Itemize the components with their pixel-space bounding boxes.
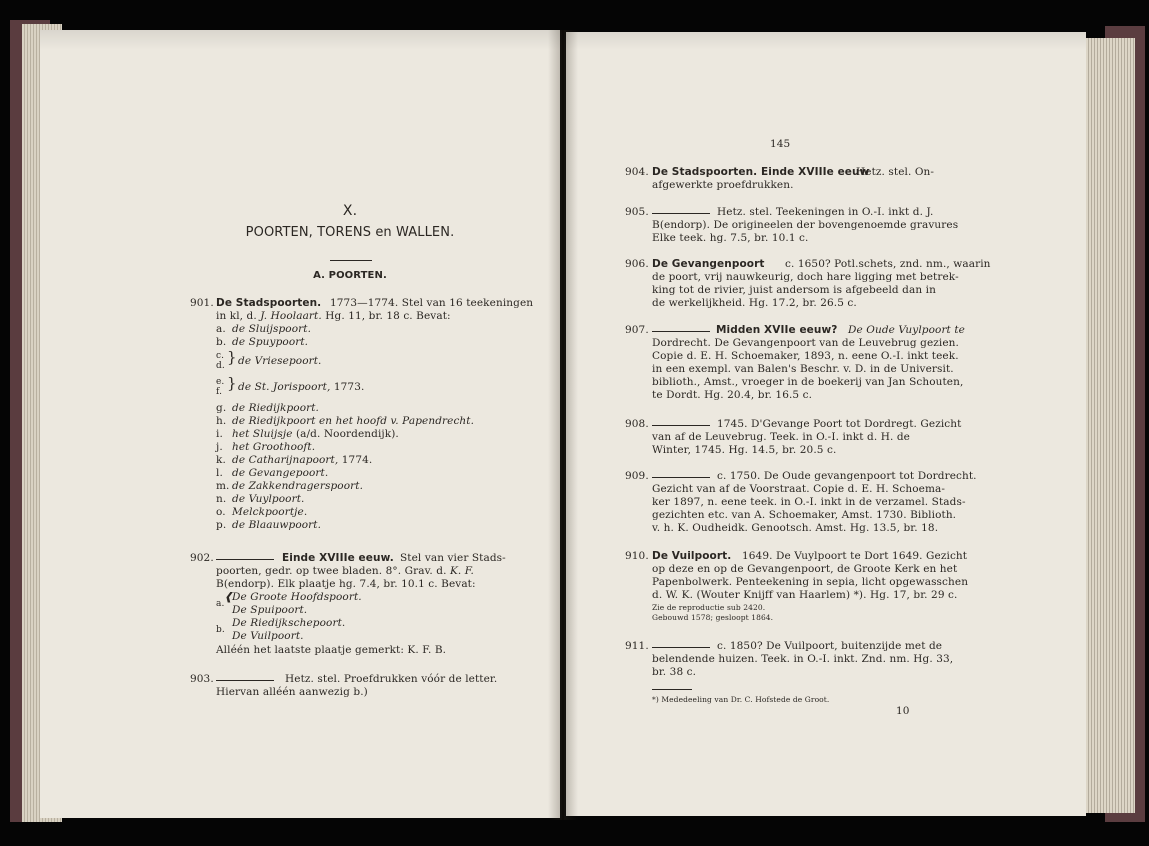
entry-text: belendende huizen. Teek. in O.-I. inkt. Znd. nm. Hg. 33, bbox=[652, 653, 954, 665]
list-label: e. bbox=[216, 377, 225, 387]
list-item-text: het Sluijsje bbox=[232, 428, 293, 440]
entry-text: 1773—1774. Stel van 16 teekeningen bbox=[330, 297, 534, 309]
list-item-note: (a/d. Noordendijk). bbox=[295, 428, 399, 440]
entry-title: De Vuilpoort. bbox=[652, 550, 732, 562]
ditto-rule bbox=[652, 647, 710, 648]
entry-note: Gebouwd 1578; gesloopt 1864. bbox=[652, 613, 774, 622]
entry-text-part: poorten, gedr. op twee bladen. 8°. Grav. d. bbox=[216, 565, 447, 577]
list-label: b. bbox=[216, 625, 225, 635]
entry-number: 902. bbox=[190, 552, 214, 564]
artist-name: K. F. bbox=[449, 565, 474, 577]
entry-text bbox=[216, 565, 474, 578]
chapter-rule bbox=[330, 260, 372, 261]
entry-text: B(endorp). Elk plaatje hg. 7.4, br. 10.1 c. Bevat: bbox=[216, 578, 476, 590]
list-label: i. bbox=[216, 428, 223, 440]
list-label: a. bbox=[216, 599, 225, 609]
entry-text: te Dordt. Hg. 20.4, br. 16.5 c. bbox=[652, 389, 813, 401]
entry-text: Dordrecht. De Gevangenpoort van de Leuvebrug gezien. bbox=[652, 337, 959, 349]
entry-number: 901. bbox=[190, 297, 214, 309]
list-item bbox=[238, 381, 364, 394]
list-item: Melckpoortje. bbox=[232, 506, 308, 518]
chapter-title: POORTEN, TORENS en WALLEN. bbox=[245, 225, 455, 240]
entry-number: 908. bbox=[625, 418, 649, 430]
list-item: de Sluijspoort. bbox=[232, 323, 312, 335]
entry-title: De Stadspoorten. bbox=[216, 297, 322, 309]
list-item: de Spuypoort. bbox=[232, 336, 309, 348]
list-label: p. bbox=[216, 519, 227, 531]
entry-number: 906. bbox=[625, 258, 649, 270]
list-item bbox=[232, 428, 399, 441]
list-item: De Spuipoort. bbox=[232, 604, 308, 616]
list-label: o. bbox=[216, 506, 226, 518]
entry-text-part: Hg. 11, br. 18 c. Bevat: bbox=[325, 310, 451, 322]
entry-text: de poort, vrij nauwkeurig, doch hare ligging met betrek- bbox=[652, 271, 959, 283]
list-label: n. bbox=[216, 493, 227, 505]
list-item: de Riedijkpoort. bbox=[232, 402, 319, 414]
entry-text: Winter, 1745. Hg. 14.5, br. 20.5 c. bbox=[652, 444, 837, 456]
entry-text: Papenbolwerk. Penteekening in sepia, licht opgewasschen bbox=[652, 576, 969, 588]
section-title: A. POORTEN. bbox=[313, 270, 387, 281]
entry-text: Alléén het laatste plaatje gemerkt: K. F. B. bbox=[216, 644, 447, 656]
ditto-rule bbox=[216, 680, 274, 681]
list-item-text: de St. Jorispoort, bbox=[238, 381, 331, 393]
list-label: m. bbox=[216, 480, 230, 492]
entry-text: c. 1650? Potl.schets, znd. nm., waarin bbox=[785, 258, 991, 270]
book-gutter bbox=[548, 30, 578, 820]
list-item: De Groote Hoofdspoort. bbox=[232, 591, 362, 603]
entry-text: Gezicht van af de Voorstraat. Copie d. E. H. Schoema- bbox=[652, 483, 946, 495]
list-item-year: 1773. bbox=[333, 381, 365, 393]
entry-text: B(endorp). De origineelen der bovengenoemde gravures bbox=[652, 219, 959, 231]
ditto-rule bbox=[652, 425, 710, 426]
list-item: de Riedijkpoort en het hoofd v. Papendrecht. bbox=[232, 415, 475, 427]
entry-text: Hetz. stel. On- bbox=[856, 166, 935, 178]
list-item: de Blaauwpoort. bbox=[232, 519, 322, 531]
entry-number: 903. bbox=[190, 673, 214, 685]
entry-text: ker 1897, n. eene teek. in O.-I. inkt in de verzamel. Stads- bbox=[652, 496, 966, 508]
ditto-rule bbox=[652, 213, 710, 214]
list-label: k. bbox=[216, 454, 226, 466]
entry-text: king tot de rivier, juist andersom is afgebeeld dan in bbox=[652, 284, 936, 296]
entry-text: d. W. K. (Wouter Knijff van Haarlem) *). Hg. 17, br. 29 c. bbox=[652, 589, 958, 601]
list-item: de Gevangepoort. bbox=[232, 467, 329, 479]
list-item: de Vriesepoort. bbox=[238, 355, 322, 367]
list-item: de Vuylpoort. bbox=[232, 493, 305, 505]
entry-text: op deze en op de Gevangenpoort, de Groote Kerk en het bbox=[652, 563, 958, 575]
list-label: a. bbox=[216, 323, 226, 335]
entry-text: Copie d. E. H. Schoemaker, 1893, n. eene O.-I. inkt teek. bbox=[652, 350, 959, 362]
entry-text: 1649. De Vuylpoort te Dort 1649. Gezicht bbox=[742, 550, 968, 562]
list-label: c. bbox=[216, 351, 225, 361]
list-item: het Groothooft. bbox=[232, 441, 316, 453]
entry-note: Zie de reproductie sub 2420. bbox=[652, 603, 766, 612]
artist-name: J. Hoolaart. bbox=[260, 310, 322, 322]
entry-number: 911. bbox=[625, 640, 649, 652]
entry-text: Hetz. stel. Teekeningen in O.-I. inkt d. J. bbox=[717, 206, 934, 218]
entry-text: de werkelijkheid. Hg. 17.2, br. 26.5 c. bbox=[652, 297, 857, 309]
entry-title: De Stadspoorten. Einde XVIIIe eeuw bbox=[652, 166, 870, 178]
brace: } bbox=[227, 374, 237, 392]
entry-text: Hiervan alléén aanwezig b.) bbox=[216, 686, 368, 698]
list-label: l. bbox=[216, 467, 223, 479]
entry-number: 905. bbox=[625, 206, 649, 218]
page-number: 145 bbox=[770, 138, 791, 150]
entry-number: 909. bbox=[625, 470, 649, 482]
list-label: d. bbox=[216, 361, 225, 371]
entry-title: Midden XVIIe eeuw? bbox=[716, 324, 838, 336]
page-shadow bbox=[40, 30, 1086, 50]
list-label: h. bbox=[216, 415, 227, 427]
chapter-number: X. bbox=[342, 203, 358, 219]
list-item: ❰ bbox=[224, 591, 233, 603]
list-label: f. bbox=[216, 387, 223, 397]
entry-text: in een exempl. van Balen's Beschr. v. D. in de Universit. bbox=[652, 363, 954, 375]
ditto-rule bbox=[652, 331, 710, 332]
entry-text: v. h. K. Oudheidk. Genootsch. Amst. Hg. 13.5, br. 18. bbox=[652, 522, 939, 534]
footnote: *) Mededeeling van Dr. C. Hofstede de Groot. bbox=[652, 695, 830, 704]
entry-text bbox=[216, 310, 451, 323]
list-item-year: 1774. bbox=[341, 454, 373, 466]
entry-title: De Gevangenpoort bbox=[652, 258, 765, 270]
entry-text: biblioth., Amst., vroeger in de boekerij van Jan Schouten, bbox=[652, 376, 964, 388]
brace: } bbox=[227, 348, 237, 366]
list-item: De Riedijkschepoort. bbox=[232, 617, 346, 629]
entry-text: De Oude Vuylpoort te bbox=[848, 324, 965, 336]
ditto-rule bbox=[652, 477, 710, 478]
list-item: de Zakkendragerspoort. bbox=[232, 480, 364, 492]
list-item bbox=[232, 454, 372, 467]
list-item: De Vuilpoort. bbox=[232, 630, 304, 642]
footnote-rule bbox=[652, 689, 692, 690]
page-edges-right bbox=[1085, 38, 1135, 813]
entry-number: 904. bbox=[625, 166, 649, 178]
entry-text: Hetz. stel. Proefdrukken vóór de letter. bbox=[285, 673, 498, 685]
list-label: b. bbox=[216, 336, 227, 348]
entry-text: c. 1750. De Oude gevangenpoort tot Dordrecht. bbox=[717, 470, 977, 482]
entry-text: Elke teek. hg. 7.5, br. 10.1 c. bbox=[652, 232, 809, 244]
entry-text: br. 38 c. bbox=[652, 666, 697, 678]
list-item-text: de Catharijnapoort, bbox=[232, 454, 339, 466]
entry-number: 907. bbox=[625, 324, 649, 336]
entry-text: c. 1850? De Vuilpoort, buitenzijde met de bbox=[717, 640, 943, 652]
entry-text: van af de Leuvebrug. Teek. in O.-I. inkt d. H. de bbox=[652, 431, 910, 443]
list-label: j. bbox=[216, 441, 223, 453]
entry-text: afgewerkte proefdrukken. bbox=[652, 179, 794, 191]
entry-text: 1745. D'Gevange Poort tot Dordregt. Gezicht bbox=[717, 418, 962, 430]
entry-text-part: in kl, d. bbox=[216, 310, 257, 322]
entry-text: gezichten etc. van A. Schoemaker, Amst. 1730. Biblioth. bbox=[652, 509, 957, 521]
entry-text: Stel van vier Stads- bbox=[400, 552, 506, 564]
signature-mark: 10 bbox=[896, 705, 910, 717]
ditto-rule bbox=[216, 559, 274, 560]
entry-title: Einde XVIIIe eeuw. bbox=[282, 552, 394, 564]
entry-number: 910. bbox=[625, 550, 649, 562]
list-label: g. bbox=[216, 402, 227, 414]
